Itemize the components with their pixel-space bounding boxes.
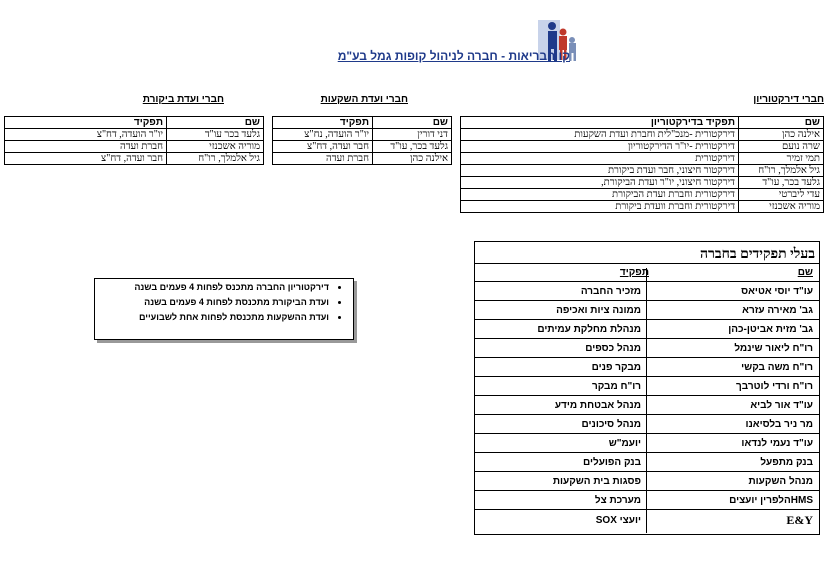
meeting-frequency-item: • ועדת הביקורת מתכנסת לפחות 4 פעמים בשנה — [95, 297, 329, 308]
director-name: שרה נועם — [739, 141, 824, 153]
holder-name: עו"ד יוסי אטיאס — [741, 286, 813, 297]
table-header-row — [273, 117, 452, 129]
director-role: דירקטור חיצוני, חבר ועדת ביקורת — [461, 165, 739, 177]
table-row — [461, 201, 824, 213]
column-header-name: שם — [373, 117, 452, 129]
holder-role: מנהל אבטחת מידע — [554, 400, 641, 411]
holder-role: מבקר פנים — [591, 362, 641, 373]
table-row — [475, 282, 819, 300]
holder-name: עו"ד נעמי לנדאו — [741, 438, 813, 449]
table-row — [475, 453, 819, 471]
meeting-frequency-item: • ועדת ההשקעות מתכנסת לפחות אחת לשבועיים — [95, 312, 329, 323]
table-row — [461, 141, 824, 153]
director-role: דירקטורית וחברת וועדת ביקורת — [461, 201, 739, 213]
row-divider — [475, 509, 819, 510]
directors-title: חברי דירקטוריון — [753, 94, 824, 105]
holder-name: רו"ח ורדי לוטרבך — [736, 381, 813, 392]
holder-name: רו"ח ליאור שינמל — [734, 343, 813, 354]
table-row — [5, 141, 264, 153]
audit-committee-title: חברי ועדת ביקורת — [142, 94, 224, 105]
holder-role: יועמ"ש — [608, 438, 641, 449]
page-title: קו הבריאות - חברה לניהול קופות גמל בע"מ — [337, 49, 570, 63]
holder-role: יועצי SOX — [595, 515, 641, 526]
holder-name: בנק מתפעל — [760, 457, 813, 468]
table-row — [461, 189, 824, 201]
table-row — [273, 129, 452, 141]
member-name: גיל אלמלך, רו"ח — [167, 153, 264, 165]
column-header-name: שם — [167, 117, 264, 129]
table-row — [461, 165, 824, 177]
holder-name: HMSהלפרין יועצים — [729, 495, 813, 506]
table-row — [5, 153, 264, 165]
table-row — [475, 511, 819, 529]
directors-table — [460, 116, 824, 213]
table-row — [475, 301, 819, 319]
director-role: דירקטור חיצוני, יו"ר ועדת הביקורת, — [461, 177, 739, 189]
table-row — [475, 339, 819, 357]
holder-role: ממונה ציות ואכיפה — [556, 305, 641, 316]
director-role: דירקטורית וחברת ועדת הביקורת — [461, 189, 739, 201]
table-header-row — [461, 117, 824, 129]
table-row — [475, 320, 819, 338]
member-name: דני דורין — [373, 129, 452, 141]
member-role: יו"ר הועדה, דח"צ — [5, 129, 167, 141]
column-header-role: תפקיד בדירקטוריון — [461, 117, 739, 129]
table-row — [475, 358, 819, 376]
director-name: מוריה אשכנזי — [739, 201, 824, 213]
member-role: חברת ועדה — [273, 153, 373, 165]
table-row — [273, 153, 452, 165]
table-row — [475, 415, 819, 433]
holder-role: מערכת צל — [594, 495, 641, 506]
holder-name: גב' מזית אביטן-כהן — [728, 324, 813, 335]
holder-role: מנהל סיכונים — [581, 419, 641, 430]
director-name: עדי ליברטי — [739, 189, 824, 201]
holder-name: גב' מאירה עזרא — [742, 305, 813, 316]
table-header-row — [475, 267, 819, 281]
holder-role: מזכיר החברה — [580, 286, 641, 297]
table-row — [461, 177, 824, 189]
director-role: דירקטורית -יו"ר הדירקטוריון — [461, 141, 739, 153]
office-holders-table — [474, 241, 820, 535]
table-row — [461, 153, 824, 165]
audit-committee-table — [4, 116, 264, 165]
table-row — [475, 472, 819, 490]
column-header-role: תפקיד — [5, 117, 167, 129]
holder-role: מנהל כספים — [585, 343, 641, 354]
table-header-row — [5, 117, 264, 129]
investment-committee-title: חברי ועדת השקעות — [320, 94, 408, 105]
holder-role: מנהלת מחלקת עמיתים — [537, 324, 641, 335]
meeting-frequency-item: • דירקטוריון החברה מתכנס לפחות 4 פעמים בשנה — [95, 282, 329, 293]
director-name: אילנה כהן — [739, 129, 824, 141]
director-name: גיל אלמלך, רו"ח — [739, 165, 824, 177]
column-header-role: תפקיד — [273, 117, 373, 129]
table-row — [273, 141, 452, 153]
director-role: דירקטורית — [461, 153, 739, 165]
table-row — [475, 434, 819, 452]
holder-name: עו"ד אור לביא — [750, 400, 813, 411]
office-holders-title: בעלי תפקידים בחברה — [475, 242, 819, 264]
director-name: גלעד בכר, עו"ד — [739, 177, 824, 189]
meetings-frequency-box — [94, 278, 354, 340]
member-role: חבר ועדה, דח"צ — [5, 153, 167, 165]
member-role: יו"ר הועדה, נח"צ — [273, 129, 373, 141]
holder-name: E&Y — [786, 513, 813, 527]
table-row — [461, 129, 824, 141]
table-row — [475, 491, 819, 509]
holder-role: פסגות בית השקעות — [552, 476, 641, 487]
director-name: תמי זמיר — [739, 153, 824, 165]
member-role: חבר ועדה, דח"צ — [273, 141, 373, 153]
member-name: גלעד בכר, עו"ד — [373, 141, 452, 153]
holder-role: בנק הפועלים — [582, 457, 641, 468]
member-role: חברת ועדה — [5, 141, 167, 153]
holder-name: מר ניר בלסיאנו — [745, 419, 813, 430]
table-row — [475, 396, 819, 414]
column-header-name: שם — [739, 117, 824, 129]
column-header-name: שם — [797, 267, 813, 278]
member-name: אילנה כהן — [373, 153, 452, 165]
holder-name: מנהל השקעות — [748, 476, 813, 487]
table-row — [475, 377, 819, 395]
director-role: דירקטורית -מנכ"לית וחברת ועדת השקעות — [461, 129, 739, 141]
holder-role: רו"ח מבקר — [591, 381, 641, 392]
member-name: גלעד בכר עו"ד — [167, 129, 264, 141]
column-header-role: תפקיד — [619, 267, 649, 278]
member-name: מוריה אשכנזי — [167, 141, 264, 153]
investment-committee-table — [272, 116, 452, 165]
table-row — [5, 129, 264, 141]
holder-name: רו"ח משה בקשי — [741, 362, 813, 373]
